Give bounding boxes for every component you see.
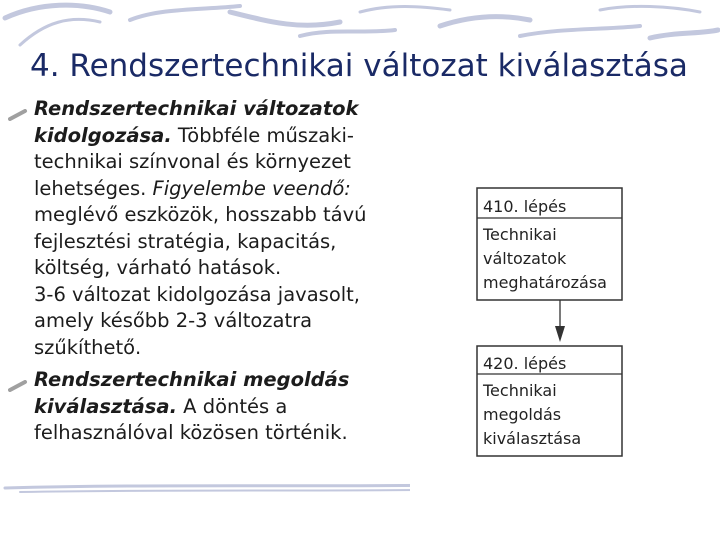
step-line: megoldás <box>483 405 562 424</box>
bullet-item-selection <box>34 367 414 447</box>
arrow-head-icon <box>555 326 565 342</box>
step-line: Technikai <box>483 225 557 244</box>
bullet-text: meglévő eszközök, hosszabb távú fejlesztési stratégia, kapacitás, költség, várható hatások. <box>34 203 367 279</box>
bullet-item-variants <box>34 96 414 361</box>
page-title: 4. Rendszertechnikai változat kiválasztása <box>30 48 688 84</box>
diagram-svg <box>410 138 700 500</box>
bullet-icon <box>8 380 28 392</box>
bullet-text: 3-6 változat kidolgozása javasolt, amely később 2-3 változatra szűkíthető. <box>34 282 361 359</box>
bullet-icon <box>8 109 28 121</box>
bullet-lead: Rendszertechnikai változatok kidolgozása. <box>34 97 359 147</box>
step-line: kiválasztása <box>483 429 582 448</box>
bullet-italic: Figyelembe veendő: <box>152 176 351 200</box>
step-header: 420. lépés <box>483 354 567 373</box>
bullet-lead: Rendszertechnikai megoldás kiválasztása. <box>34 368 350 418</box>
process-diagram <box>410 138 700 500</box>
step-line: Technikai <box>483 381 557 400</box>
bullet-text: Többféle műszaki-technikai színvonal és környezet lehetséges. <box>34 123 354 200</box>
bullet-list <box>34 96 414 447</box>
step-line: változatok <box>483 249 567 268</box>
step-line: meghatározása <box>483 273 607 292</box>
step-header: 410. lépés <box>483 197 567 216</box>
bullet-text: A döntés a felhasználóval közösen történik. <box>34 394 348 444</box>
